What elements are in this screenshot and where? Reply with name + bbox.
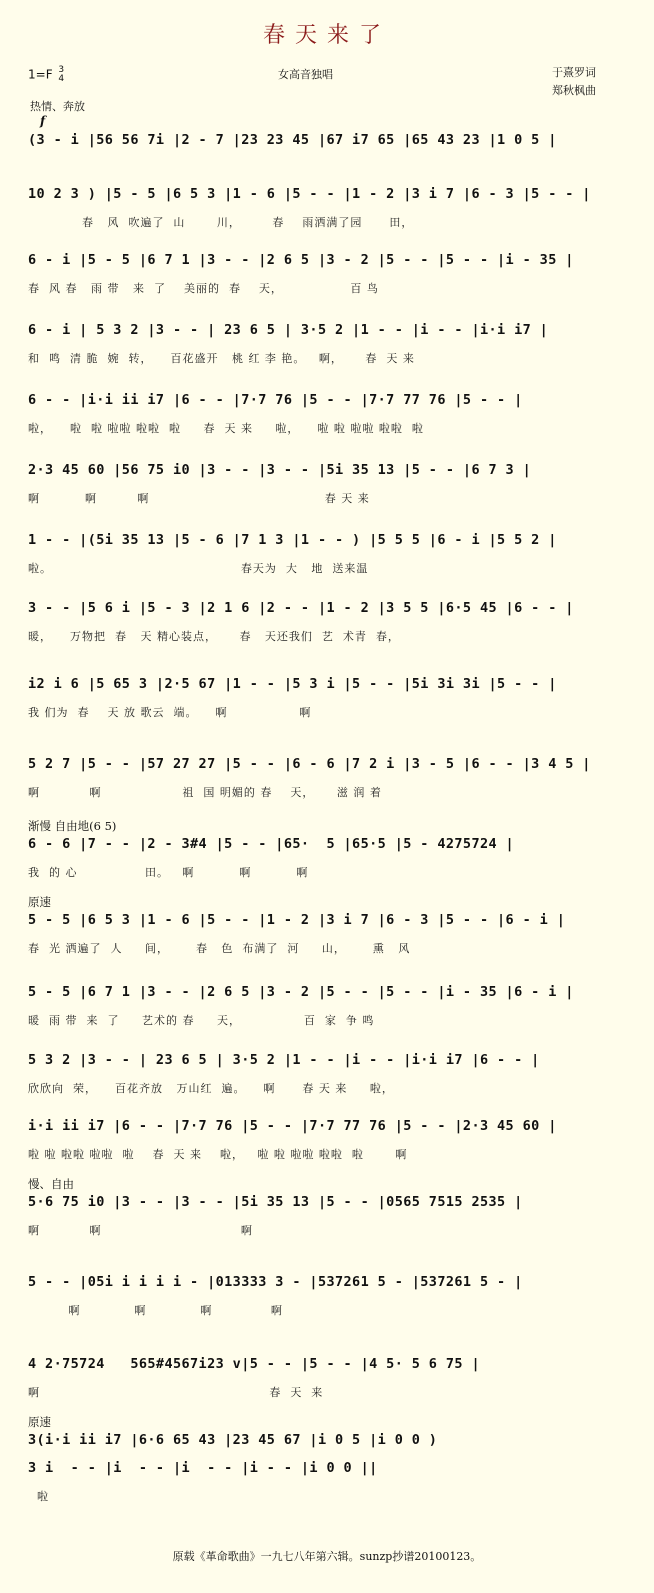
- lyrics-line: 春 风 春 雨 带 来 了 美丽的 春 天， 百 鸟: [28, 282, 379, 295]
- notation-line: 6 - i | 5 3 2 |3 - - | 23 6 5 | 3·5 2 |1 - - |i - - |i·i i7 |: [28, 322, 549, 338]
- score-system: [28, 1274, 628, 1324]
- score-system: [28, 984, 628, 1034]
- score-system: [28, 532, 628, 582]
- notation-line: 5 - 5 |6 7 1 |3 - - |2 6 5 |3 - 2 |5 - - |5 - - |i - 35 |6 - i |: [28, 984, 574, 1000]
- time-bottom: 4: [58, 74, 65, 84]
- lyrics-line: 暖， 万物把 春 天 精心装点， 春 天还我们 艺 术青 春，: [28, 630, 400, 643]
- score-system: [28, 1460, 628, 1510]
- notation-line: 1 - - |(5i 35 13 |5 - 6 |7 1 3 |1 - - ) |5 5 5 |6 - i |5 5 2 |: [28, 532, 557, 548]
- tempo-marking: 热情、奔放: [30, 100, 85, 113]
- key-text: 1=F: [28, 67, 53, 82]
- time-signature: [58, 66, 64, 84]
- score-system: [28, 322, 628, 372]
- lyrics-line: 啦: [28, 1490, 49, 1503]
- score-system: [28, 895, 628, 962]
- notation-line: 4 2·75724 565#4567i23 v|5 - - |5 - - |4 5· 5 6 75 |: [28, 1356, 480, 1372]
- notation-line: 5 - 5 |6 5 3 |1 - 6 |5 - - |1 - 2 |3 i 7 |6 - 3 |5 - - |6 - i |: [28, 912, 566, 928]
- score-system: [28, 1052, 628, 1102]
- lyrics-line: 啊 春 天 来: [28, 1386, 324, 1399]
- lyrics-line: 春 光 洒遍了 人 间， 春 色 布满了 河 山， 熏 风: [28, 942, 411, 955]
- performance-note: 女高音独唱: [278, 68, 333, 81]
- source-footer: 原载《革命歌曲》一九七八年第六辑。sunzp抄谱20100123。: [172, 1550, 482, 1563]
- composer-credit: 郑秋枫曲: [552, 84, 596, 97]
- lyrics-line: 春 风 吹遍了 山 川， 春 雨洒满了园 田，: [28, 216, 414, 229]
- notation-line: 10 2 3 ) |5 - 5 |6 5 3 |1 - 6 |5 - - |1 - 2 |3 i 7 |6 - 3 |5 - - |: [28, 186, 591, 202]
- key-signature: [28, 66, 64, 84]
- notation-line: (3 - i |56 56 7i |2 - 7 |23 23 45 |67 i7 65 |65 43 23 |1 0 5 |: [28, 132, 557, 148]
- notation-line: 5 3 2 |3 - - | 23 6 5 | 3·5 2 |1 - - |i - - |i·i i7 |6 - - |: [28, 1052, 540, 1068]
- score-system: [28, 252, 628, 302]
- lyrics-line: 我 们为 春 天 放 歌云 端。 啊 啊: [28, 706, 312, 719]
- notation-line: 6 - 6 |7 - - |2 - 3#4 |5 - - |65· 5 |65·5 |5 - 4275724 |: [28, 836, 515, 852]
- lyrics-line: 啊 啊 啊 春 天 来: [28, 492, 370, 505]
- lyrics-line: 欣欣向 荣， 百花齐放 万山红 遍。 啊 春 天 来 啦，: [28, 1082, 394, 1095]
- lyrics-line: 啊 啊 啊: [28, 1224, 253, 1237]
- lyrics-line: 啦 啦 啦啦 啦啦 啦 春 天 来 啦， 啦 啦 啦啦 啦啦 啦 啊: [28, 1148, 408, 1161]
- score-system: [28, 1118, 628, 1168]
- notation-line: 6 - i |5 - 5 |6 7 1 |3 - - |2 6 5 |3 - 2 |5 - - |5 - - |i - 35 |: [28, 252, 574, 268]
- notation-line: i2 i 6 |5 65 3 |2·5 67 |1 - - |5 3 i |5 - - |5i 3i 3i |5 - - |: [28, 676, 557, 692]
- lyrics-line: 啊 啊 啊 啊: [28, 1304, 283, 1317]
- score-system: [28, 132, 628, 182]
- notation-line: 3 i - - |i - - |i - - |i - - |i 0 0 ||: [28, 1460, 378, 1476]
- lyricist-credit: 于熹罗词: [552, 66, 596, 79]
- score-system: [28, 676, 628, 726]
- notation-line: 5·6 75 i0 |3 - - |3 - - |5i 35 13 |5 - - |0565 7515 2535 |: [28, 1194, 523, 1210]
- score-system: [28, 186, 628, 236]
- notation-line: 2·3 45 60 |56 75 i0 |3 - - |3 - - |5i 35 13 |5 - - |6 7 3 |: [28, 462, 532, 478]
- notation-line: i·i ii i7 |6 - - |7·7 76 |5 - - |7·7 77 76 |5 - - |2·3 45 60 |: [28, 1118, 557, 1134]
- score-system: [28, 1177, 628, 1244]
- system-tempo-marking: 原速: [28, 895, 51, 909]
- song-title: 春天来了: [262, 23, 391, 48]
- lyrics-line: 暖 雨 带 来 了 艺术的 春 天， 百 家 争 鸣: [28, 1014, 375, 1027]
- system-tempo-marking: 慢、自由: [28, 1177, 74, 1191]
- score-system: [28, 1356, 628, 1406]
- score-system: [28, 462, 628, 512]
- lyrics-line: 和 鸣 清 脆 婉 转， 百花盛开 桃 红 李 艳。 啊， 春 天 来: [28, 352, 415, 365]
- score-system: [28, 600, 628, 650]
- time-top: 3: [58, 65, 65, 75]
- notation-line: 5 2 7 |5 - - |57 27 27 |5 - - |6 - 6 |7 2 i |3 - 5 |6 - - |3 4 5 |: [28, 756, 591, 772]
- lyrics-line: 我 的 心 田。 啊 啊 啊: [28, 866, 309, 879]
- notation-line: 5 - - |05i i i i i - |013333 3 - |537261 5 - |537261 5 - |: [28, 1274, 523, 1290]
- notation-line: 3(i·i ii i7 |6·6 65 43 |23 45 67 |i 0 5 |i 0 0 ): [28, 1432, 438, 1448]
- notation-line: 6 - - |i·i ii i7 |6 - - |7·7 76 |5 - - |7·7 77 76 |5 - - |: [28, 392, 523, 408]
- lyrics-line: 啦， 啦 啦 啦啦 啦啦 啦 春 天 来 啦， 啦 啦 啦啦 啦啦 啦: [28, 422, 424, 435]
- lyrics-line: 啦。 春天为 大 地 送来温: [28, 562, 369, 575]
- notation-line: 3 - - |5 6 i |5 - 3 |2 1 6 |2 - - |1 - 2 |3 5 5 |6·5 45 |6 - - |: [28, 600, 574, 616]
- lyrics-line: 啊 啊 祖 国 明媚的 春 天， 滋 润 着: [28, 786, 382, 799]
- score-system: [28, 819, 628, 886]
- dynamic-forte: f: [40, 114, 46, 128]
- system-tempo-marking: 渐慢 自由地(6 5): [28, 819, 117, 833]
- system-tempo-marking: 原速: [28, 1415, 51, 1429]
- score-system: [28, 392, 628, 442]
- score-system: [28, 756, 628, 806]
